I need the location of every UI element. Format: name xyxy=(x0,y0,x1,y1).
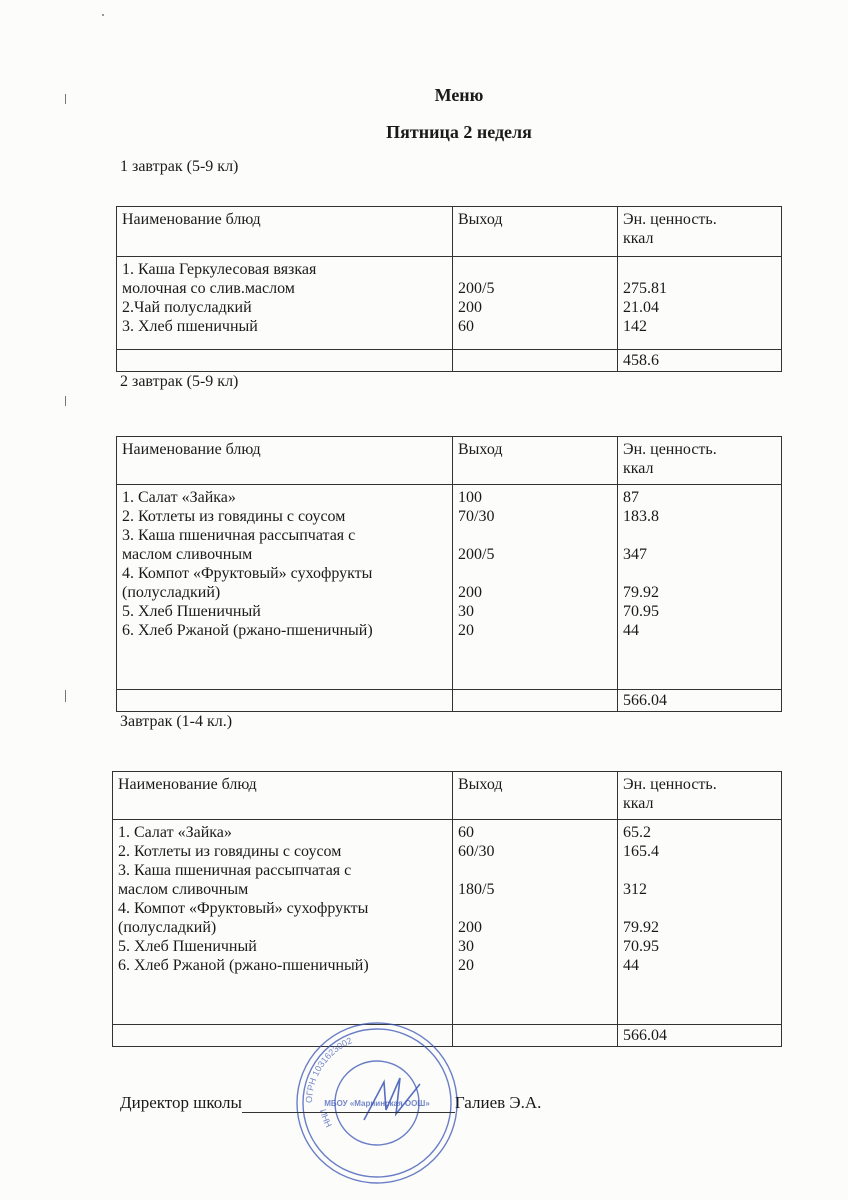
table-header-row xyxy=(117,437,782,485)
signature-line xyxy=(242,1094,455,1113)
section-label-breakfast-2: 2 завтрак (5-9 кл) xyxy=(120,373,239,390)
cell-line xyxy=(623,861,776,880)
director-title: Директор школы xyxy=(120,1093,242,1112)
scan-mark xyxy=(65,690,66,702)
menu-table-breakfast-junior xyxy=(112,771,782,1047)
cell-line: 165.4 xyxy=(623,843,659,860)
cell-line: 312 xyxy=(623,881,647,898)
dish-names-cell xyxy=(117,257,453,350)
cell-line: 142 xyxy=(623,318,647,335)
header-cell-yield: Выход xyxy=(453,772,618,820)
cell-line: 20 xyxy=(458,622,474,639)
cell-line: 2. Котлеты из говядины с соусом xyxy=(118,843,342,860)
cell-line: 21.04 xyxy=(623,299,659,316)
cell-line: 70.95 xyxy=(623,603,659,620)
cell-line: 60 xyxy=(458,824,474,841)
cell-line xyxy=(623,564,776,583)
cell-line: 5. Хлеб Пшеничный xyxy=(118,938,257,955)
header-cell-yield: Выход xyxy=(453,437,618,485)
cell-line: 60 xyxy=(458,318,474,335)
menu-table-breakfast-2 xyxy=(116,436,782,712)
cell-line: 44 xyxy=(623,622,639,639)
header-cell-name: Наименование блюд xyxy=(117,437,453,485)
total-energy: 566.04 xyxy=(618,690,782,712)
cell-line: 70.95 xyxy=(623,938,659,955)
cell-line: 4. Компот «Фруктовый» сухофрукты xyxy=(118,900,369,917)
cell-line xyxy=(458,564,612,583)
cell-line: 180/5 xyxy=(458,881,495,898)
cell-line: 200/5 xyxy=(458,546,495,563)
total-energy: 566.04 xyxy=(618,1025,782,1047)
yields-cell xyxy=(453,820,618,1025)
header-cell-energy: Эн. ценность. ккал xyxy=(618,772,782,820)
svg-text:ИНН: ИНН xyxy=(317,1108,334,1130)
signature-row xyxy=(120,1093,541,1113)
energy-cell xyxy=(618,257,782,350)
cell-line: 87 xyxy=(623,489,639,506)
cell-line xyxy=(458,526,612,545)
cell-line: 79.92 xyxy=(623,584,659,601)
scan-mark xyxy=(102,14,104,16)
cell-line: 30 xyxy=(458,938,474,955)
dish-names-cell xyxy=(117,485,453,690)
cell-line: 5. Хлеб Пшеничный xyxy=(122,603,261,620)
table-row xyxy=(117,485,782,690)
yields-cell xyxy=(453,257,618,350)
table-header-row xyxy=(117,207,782,257)
cell-line: 2. Котлеты из говядины с соусом xyxy=(122,508,346,525)
cell-line: 2.Чай полусладкий xyxy=(122,299,252,316)
cell-line: 3. Хлеб пшеничный xyxy=(122,318,258,335)
cell-line: 200 xyxy=(458,299,482,316)
cell-line: 79.92 xyxy=(623,919,659,936)
header-cell-energy: Эн. ценность. ккал xyxy=(618,437,782,485)
stamp-org-text: МБОУ «Мариинская ООШ» xyxy=(324,1099,430,1108)
director-name: Галиев Э.А. xyxy=(454,1093,542,1112)
cell-line: 3. Каша пшеничная рассыпчатая с xyxy=(118,862,352,879)
energy-cell xyxy=(618,485,782,690)
dish-names-cell xyxy=(113,820,453,1025)
cell-line: 20 xyxy=(458,957,474,974)
energy-cell xyxy=(618,820,782,1025)
table-row xyxy=(117,257,782,350)
page-subtitle: Пятница 2 неделя xyxy=(386,122,532,142)
header-cell-yield: Выход xyxy=(453,207,618,257)
yields-cell xyxy=(453,485,618,690)
cell-line: 1. Салат «Зайка» xyxy=(118,824,232,841)
table-header-row xyxy=(113,772,782,820)
cell-line: 100 xyxy=(458,489,482,506)
cell-line: 70/30 xyxy=(458,508,495,525)
cell-line xyxy=(458,861,612,880)
total-row xyxy=(117,350,782,372)
cell-line: 3. Каша пшеничная рассыпчатая с xyxy=(122,527,356,544)
cell-line: (полусладкий) xyxy=(122,584,221,601)
cell-line: 1. Каша Геркулесовая вязкая xyxy=(122,261,317,278)
cell-line: 183.8 xyxy=(623,508,659,525)
total-row xyxy=(117,690,782,712)
cell-line xyxy=(458,899,612,918)
menu-table-breakfast-1 xyxy=(116,206,782,372)
cell-line xyxy=(623,260,776,279)
cell-line: 200/5 xyxy=(458,280,495,297)
cell-line: 200 xyxy=(458,919,482,936)
cell-line: 60/30 xyxy=(458,843,495,860)
cell-line: 6. Хлеб Ржаной (ржано-пшеничный) xyxy=(122,622,373,639)
page-title: Меню xyxy=(434,85,484,105)
cell-line: 65.2 xyxy=(623,824,651,841)
header-cell-name: Наименование блюд xyxy=(117,207,453,257)
header-cell-name: Наименование блюд xyxy=(113,772,453,820)
cell-line: маслом сливочным xyxy=(118,881,249,898)
cell-line: (полусладкий) xyxy=(118,919,217,936)
cell-line: 6. Хлеб Ржаной (ржано-пшеничный) xyxy=(118,957,369,974)
cell-line: 200 xyxy=(458,584,482,601)
cell-line: маслом сливочным xyxy=(122,546,253,563)
cell-line: молочная со слив.маслом xyxy=(122,280,295,297)
cell-line xyxy=(458,260,612,279)
cell-line: 4. Компот «Фруктовый» сухофрукты xyxy=(122,565,373,582)
cell-line xyxy=(623,526,776,545)
table-row xyxy=(113,820,782,1025)
section-label-breakfast-junior: Завтрак (1-4 кл.) xyxy=(120,713,233,730)
header-cell-energy: Эн. ценность. ккал xyxy=(618,207,782,257)
section-label-breakfast-1: 1 завтрак (5-9 кл) xyxy=(120,158,239,175)
scan-mark xyxy=(65,396,66,406)
cell-line: 1. Салат «Зайка» xyxy=(122,489,236,506)
cell-line: 275.81 xyxy=(623,280,667,297)
cell-line xyxy=(623,899,776,918)
cell-line: 347 xyxy=(623,546,647,563)
cell-line: 44 xyxy=(623,957,639,974)
total-energy: 458.6 xyxy=(618,350,782,372)
svg-text:ОГРН 1031623002: ОГРН 1031623002 xyxy=(303,1035,354,1104)
scan-mark xyxy=(65,94,66,104)
cell-line: 30 xyxy=(458,603,474,620)
